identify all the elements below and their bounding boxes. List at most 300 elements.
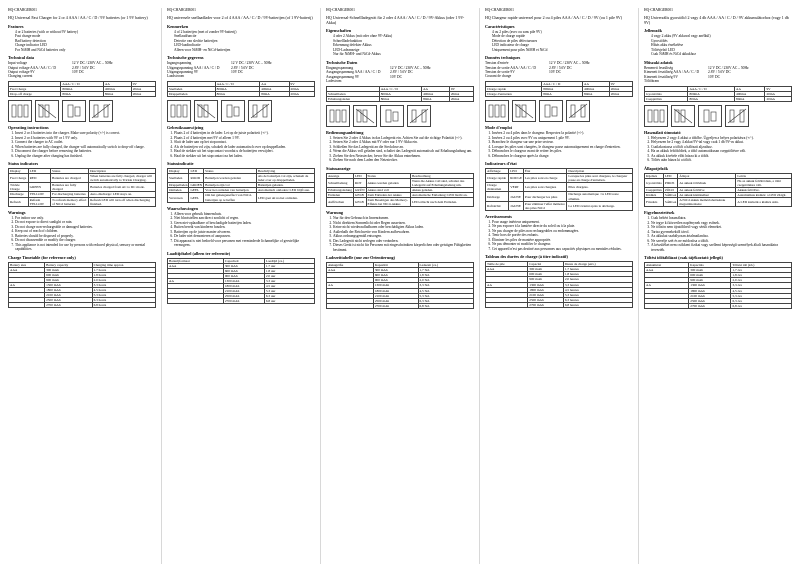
table-cell: ROOD (189, 174, 204, 183)
table-cell: 80mA (260, 92, 289, 97)
table-cell: 300 mAh (528, 267, 564, 272)
table-cell: Az akkuk feltöltve (678, 187, 736, 192)
table-cell: 80mA (542, 92, 583, 97)
spec-label: Töltőáram (644, 79, 659, 84)
table-cell: AA (9, 282, 45, 287)
operating-heading: Használati útmutató (644, 129, 681, 135)
table-header-cell: Ladezeit (ca.) (418, 263, 474, 268)
status-heading: Statusanzeige (326, 165, 351, 171)
table-cell: 6.8 hours (92, 303, 155, 308)
list-item: 1. Pour usage intérieur uniquement. (492, 220, 633, 224)
table-header-cell: AAA / C / D (61, 81, 104, 86)
battery-slot-icon (698, 105, 722, 127)
table-cell: Csepptöltés (646, 187, 662, 192)
table-cell: Snelladen (168, 174, 189, 183)
table-cell: 600 mAh (223, 268, 264, 273)
list-item: • For NiMH and NiCd batteries only (15, 48, 156, 52)
list-item: • Snellaadfunctie (174, 34, 315, 38)
spec-value: 12 V DC / 230V AC – 50Hz (72, 61, 113, 66)
operating-steps (485, 131, 633, 158)
table-row (486, 183, 633, 192)
table-header-cell: Állapot (678, 173, 736, 178)
list-item: 2. Insérez 2 ou 4 piles avec 9V ou uniquement 1 pile 9V. (492, 136, 633, 140)
list-item: 7. Dieses Gerät ist nicht für Personen mit eingeschränkten körperlichen oder geistigen Fähigkeiten bestimmt. (333, 243, 474, 252)
warning-heading: Waarschuwingen (167, 205, 198, 211)
list-item: • Csak NiMH és NiCd akkukhoz (651, 52, 792, 56)
list-item: • 4 or 2 batteries (with or without 9V battery) (15, 30, 156, 34)
table-cell: 20mA (765, 91, 792, 96)
table-cell: 5.3 uur (264, 288, 314, 293)
table-header-cell: Taille de pile (486, 262, 528, 267)
current-table (167, 81, 315, 97)
table-row (327, 96, 474, 101)
table-cell: 900 mAh (45, 277, 92, 282)
table-cell: Druppelladen (168, 92, 216, 97)
list-item: • Détection de piles défectueuses (492, 39, 633, 43)
table-cell: 600 mAh (373, 273, 418, 278)
list-item: • Detectie van slechte batterijen (174, 39, 315, 43)
status-heading: Status indicators (8, 161, 39, 167)
table-header-cell: Affichage (486, 169, 509, 174)
table-cell: 80mA (61, 92, 104, 97)
table-row (9, 303, 156, 308)
list-item: 2. Setzen Sie 2 oder 4 Akkus mit 9V oder nur 1 9V-Akku ein. (333, 140, 474, 144)
table-cell: 2500 mAh (45, 298, 92, 303)
table-cell: Automatische Entladung: LED bleibt an. (410, 193, 473, 198)
specs-heading: Technische Daten (326, 59, 358, 65)
table-header-cell: Laadtijd (ca.) (264, 258, 314, 263)
features-heading: Features (8, 23, 24, 29)
table-header-cell: LED (663, 173, 678, 178)
table-cell: 1300 mAh (223, 278, 264, 283)
table-cell: VERT (509, 183, 524, 192)
table-cell: Ha az akkuk feltöltődtek, a töltő csepptöltésre vált. (736, 178, 792, 187)
table-cell: Zum Beseitigen des Memory-Effekts bei NiCd-Akkus (366, 198, 410, 207)
table-cell: 20mA (131, 92, 155, 97)
features-heading: Eigenschaften (326, 28, 352, 34)
table-header-cell: Status (51, 169, 89, 174)
table-cell: JAUNE (509, 192, 524, 201)
spec-row (644, 79, 792, 83)
table-cell (486, 302, 528, 307)
column-de (326, 8, 474, 564)
table-cell: 1.8 hours (92, 272, 155, 277)
table-row (9, 197, 156, 206)
table-cell: 6,3 Std. (418, 298, 474, 303)
battery-slot-icon (566, 100, 590, 122)
table-cell: 80mA (103, 92, 131, 97)
list-item: 5. Ziehen Sie den Netzstecker, bevor Sie die Akkus entnehmen. (333, 154, 474, 158)
table-header-cell: AAA / C / D (688, 86, 735, 91)
table-cell: SÁRGA (663, 198, 678, 207)
list-item: 3. Ne töltsön nem újratölthető vagy sérült elemeket. (651, 225, 792, 229)
table-cell: Refresh LED will turn off when discharging finished. (89, 197, 156, 206)
list-item: 5. Az akkuk kivétele előtt húzza ki a töltőt. (651, 154, 792, 158)
table-cell: 6,8 Std. (418, 303, 474, 308)
table-cell: RED (28, 174, 50, 183)
table-header-cell: 9V (131, 81, 155, 86)
table-cell: Druppelladen (169, 183, 188, 188)
list-item: • Schnellladefunktion (333, 39, 474, 43)
list-item: 3. Keine nicht wiederaufladbaren oder beschädigten Akkus laden. (333, 225, 474, 229)
column-divider (638, 8, 639, 564)
table-cell: AA (327, 283, 374, 288)
warning-list (644, 216, 792, 252)
list-item: 3. Schließen Sie das Ladegerät an die Steckdose an. (333, 145, 474, 149)
column-hu (644, 8, 792, 564)
table-cell: 6,8 heures (563, 302, 632, 307)
table-cell: Batteries are fully charged (51, 183, 89, 192)
table-cell: A NiCd akkuk memóriahatásának megszüntetésére (678, 198, 736, 207)
battery-diagram (485, 100, 633, 122)
table-cell: 400mA (103, 87, 131, 92)
charge-times-heading: Tableau des durées de charge (à titre indicatif) (485, 254, 568, 260)
battery-diagram (644, 105, 792, 127)
table-header-cell: AA (422, 86, 450, 91)
table-cell: Charge rapide (486, 87, 542, 92)
battery-slot-icon (485, 100, 509, 122)
table-cell: 2500 mAh (528, 297, 564, 302)
operating-heading: Mode d'emploi (485, 125, 512, 131)
charge-times-heading: Ladezeittabelle (nur zur Orientierung) (326, 255, 396, 261)
table-cell: 1800 mAh (373, 288, 418, 293)
table-cell: 20mA (289, 87, 315, 92)
list-item: 4. Buiten bereik van kinderen houden. (174, 225, 315, 229)
battery-slot-icon (407, 105, 431, 127)
list-item: • LED-Ladeanzeige (333, 48, 474, 52)
table-cell: 300 mAh (223, 263, 264, 268)
table-cell: ZÖLD (663, 187, 678, 192)
table-cell: 400mA (735, 91, 765, 96)
list-item: 2. Insert 2 or 4 batteries with 9V or 1 9V only. (15, 136, 156, 140)
model-code: HQ-CHARGER001 (8, 8, 37, 12)
table-cell: 600 mAh (45, 272, 92, 277)
spec-label: Ausgangsspannung 9V (326, 74, 360, 79)
table-header-cell: AA (260, 81, 289, 86)
table-cell: 2700 mAh (223, 299, 264, 304)
table-header-cell: 9V (609, 81, 632, 86)
table-cell: 2700 mAh (528, 302, 564, 307)
list-item: 7. Dit apparaat is niet bedoeld voor personen met verminderde lichamelijke of geestelijke vermogens. (174, 239, 315, 248)
table-cell: Refresh (9, 197, 29, 206)
table-row (168, 92, 315, 97)
spec-label: Uitgangsspanning 9V (167, 69, 199, 74)
list-item: • 4 oder 2 Akkus (mit oder ohne 9V-Akku) (333, 34, 474, 38)
table-cell: 3,3 óra (731, 283, 792, 288)
table-header-cell: Akkuméret (645, 263, 689, 268)
table-header-cell: Kapacitás (689, 263, 731, 268)
table-cell: Rafraîchir (486, 201, 509, 210)
list-item: 6. De lader niet demonteren of aanpassen. (174, 234, 315, 238)
table-header-cell: Leírás (736, 173, 792, 178)
table-cell: Décharge automatique : la LED reste allumée. (567, 192, 633, 201)
table-cell: Batteries charged from AC to DC mode. (89, 183, 156, 192)
list-item: 5. Batterijen op de juiste manier afvoeren. (174, 230, 315, 234)
status-table (8, 168, 156, 207)
warning-heading: Avertissements (485, 213, 512, 219)
specs-heading: Technical data (8, 55, 35, 61)
table-cell: 300 mAh (45, 267, 92, 272)
specs-heading: Műszaki adatok (644, 59, 673, 65)
table-cell: Gyorstöltés (645, 178, 664, 187)
table-cell (168, 299, 224, 304)
table-cell: 900 mAh (689, 278, 731, 283)
table-cell: Akkus werden geladen (366, 178, 410, 187)
operating-heading: Gebruiksaanwijzing (167, 125, 204, 131)
table-cell: 800mA (542, 87, 583, 92)
spec-row (8, 74, 156, 78)
table-cell: 2500 mAh (373, 298, 418, 303)
table-cell: 2,0 heures (563, 277, 632, 282)
table-cell: 6,3 óra (731, 298, 792, 303)
status-table (326, 173, 474, 208)
table-cell: 5.3 hours (92, 293, 155, 298)
table-cell (9, 303, 45, 308)
list-item: 2. Ne tegye ki közvetlen napfénynek vagy esőnek. (651, 221, 792, 225)
table-cell: ROT (353, 178, 366, 187)
specs-list (167, 61, 315, 79)
spec-value: 2.8V / 5.6V DC (72, 65, 95, 70)
table-cell: Décharge (486, 192, 509, 201)
charge-times-heading: Töltési időtáblázat (csak tájékoztató jellegű) (644, 255, 723, 261)
table-cell: Charge d'entretien (486, 92, 542, 97)
table-header-cell: LED (353, 173, 366, 178)
table-cell: Les piles sont chargées (523, 183, 566, 192)
status-table (485, 168, 633, 211)
table-cell: Az akkuk kisütéséhez (678, 193, 736, 198)
table-header-cell: LED (28, 169, 50, 174)
spec-value: 12 V DC / 230V AC – 50Hz (708, 65, 749, 70)
list-item: 6. Das Ladegerät nicht zerlegen oder verändern. (333, 239, 474, 243)
table-cell: 80mA (422, 96, 450, 101)
table-cell: 1800 mAh (689, 288, 731, 293)
table-cell: Verversen (168, 193, 189, 202)
list-item: • 4 vagy 2 akku (9V akkuval vagy anélkül) (651, 34, 792, 38)
table-cell: 400mA (583, 87, 610, 92)
column-divider (161, 8, 162, 564)
table-cell: 800mA (61, 87, 104, 92)
list-item: 1. For indoor use only. (15, 216, 156, 220)
table-header-cell: AAA / C / D (215, 81, 260, 86)
table-header-cell: État (523, 169, 566, 174)
table-cell: 2,0 Std. (418, 278, 474, 283)
battery-slot-icon (167, 100, 191, 122)
operating-steps (326, 136, 474, 163)
table-header-cell: Töltési idő (kb.) (731, 263, 792, 268)
table-cell: GRÜN (354, 187, 365, 192)
battery-slot-icon (89, 100, 113, 122)
table-cell: 2700 mAh (689, 303, 731, 308)
battery-slot-icon (221, 100, 245, 122)
list-item: 4. Wenn die Akkus voll geladen sind, schaltet das Ladegerät automatisch auf Erhaltungsladung um. (333, 149, 474, 153)
list-item: 3. Branchez le chargeur sur une prise secteur. (492, 140, 633, 144)
table-cell: 400mA (422, 91, 450, 96)
warning-heading: Warnings (8, 209, 26, 215)
table-cell: 1.8 uur (264, 268, 314, 273)
table-cell: 1300 mAh (45, 282, 92, 287)
list-item: 5. Débranchez le chargeur avant de retirer les piles. (492, 149, 633, 153)
table-cell: 2500 mAh (689, 298, 731, 303)
list-item: 6. Do not disassemble or modify the charger. (15, 238, 156, 242)
table-cell: 4,5 Std. (418, 288, 474, 293)
list-item: 6. Töltés után húzza ki a töltőt. (651, 158, 792, 162)
spec-value: 10V DC (231, 69, 244, 74)
features-list (644, 34, 792, 56)
table-cell: 3.3 hours (92, 282, 155, 287)
spec-label: Courant de charge (485, 74, 512, 79)
table-row (168, 174, 315, 183)
product-title: HQ Universal-Schnellladegerät für 2 oder 4 AAA / AA / C / D / 9V-Akkus (oder 1 9V-Akku) (326, 15, 465, 25)
list-item: 3. Connect the charger to AC outlet. (15, 140, 156, 144)
table-cell: Ontladen (168, 188, 189, 193)
table-cell: When batteries are fully charged, charger will switch automatically to Trickle Charging. (89, 174, 156, 183)
spec-row (326, 79, 474, 83)
table-cell: 20mA (609, 92, 632, 97)
table-cell: 4.5 hours (92, 287, 155, 292)
specs-list (644, 66, 792, 84)
table-cell: Akkus geladen. (410, 187, 473, 192)
battery-slot-icon (725, 105, 749, 127)
list-item: 4. Tartsa gyermekektől távol. (651, 230, 792, 234)
table-cell: Les piles sont en charge (523, 174, 566, 183)
table-cell: AA (486, 282, 528, 287)
table-cell: Akkuk feltöltve. (736, 187, 792, 192)
table-cell: 80mA (379, 96, 421, 101)
list-item: 3. Do not charge non-rechargeable or damaged batteries. (15, 225, 156, 229)
spec-label: Output voltage AAA / AA / C / D (8, 65, 56, 70)
table-header-cell: Kijelzés (645, 173, 664, 178)
table-cell: Drop-off charge (9, 92, 61, 97)
battery-slot-icon (194, 100, 218, 122)
table-cell: Voor het ontladen van batterijen (204, 188, 257, 193)
table-cell: GEEL (189, 188, 204, 193)
table-cell: SÁRGA (664, 193, 677, 197)
table-header-cell: LED (509, 169, 524, 174)
list-item: 5. Haal de stekker uit het stopcontact voordat u de batterijen verwijdert. (174, 149, 315, 153)
charge-times-table (644, 262, 792, 309)
features-heading: Caractéristiques (485, 23, 515, 29)
spec-label: Eingangsspannung (326, 65, 354, 70)
spec-label: Input voltage (8, 61, 28, 66)
list-item: 1. Insérez 2 ou 4 piles dans le chargeur. Respectez la polarité (+/-). (492, 131, 633, 135)
table-cell: Batterijen worden geladen (204, 174, 257, 183)
table-header-cell: Battery size (9, 262, 45, 267)
spec-label: Ingangsspanning (167, 61, 192, 66)
table-row (645, 303, 792, 308)
table-cell: Automatisch ontladen: LED blijft aan. (256, 188, 314, 193)
status-table (167, 168, 315, 203)
specs-list (326, 66, 474, 84)
list-item: 3. Geen niet-oplaadbare of beschadigde batterijen laden. (174, 221, 315, 225)
table-cell: 300 mAh (689, 268, 731, 273)
table-cell: 1800 mAh (528, 287, 564, 292)
model-code: HQ-CHARGER001 (485, 8, 514, 12)
spec-label: Laadstroom (167, 74, 185, 79)
current-table (644, 86, 792, 102)
table-cell: 2.0 uur (264, 273, 314, 278)
battery-slot-icon (380, 105, 404, 127)
table-cell: Lorsque les piles sont chargées, le chargeur passe en charge d'entretien. (567, 174, 633, 183)
table-cell: GROEN (190, 183, 203, 188)
table-cell: Frissítés (645, 198, 664, 207)
table-cell: 20mA (289, 92, 315, 97)
table-cell: 2100 mAh (223, 288, 264, 293)
list-item: 6. Ne pas démonter ni modifier le chargeur. (492, 242, 633, 246)
list-item: 4. Als de batterijen vol zijn, schakelt de lader automatisch over op druppelladen. (174, 145, 315, 149)
table-cell: 6,3 heures (563, 297, 632, 302)
table-cell: 1800 mAh (45, 287, 92, 292)
table-cell: 900 mAh (223, 273, 264, 278)
table-row (327, 178, 474, 187)
spec-value: 12 V DC / 230V AC – 50Hz (549, 61, 590, 66)
status-table (644, 173, 792, 208)
table-row (486, 174, 633, 183)
list-item: 4. Tenir hors de portée des enfants. (492, 233, 633, 237)
spec-value: 12 V DC / 230V AC – 50Hz (390, 65, 431, 70)
list-item: 5. Akkus ordnungsgemäß entsorgen. (333, 234, 474, 238)
warning-heading: Figyelmeztetések (644, 210, 675, 216)
list-item: • Erkennung defekter Akkus (333, 43, 474, 47)
table-cell: Wenn die Akkus voll sind, schaltet das Ladegerät auf Erhaltungsladung um. (410, 178, 473, 187)
table-row (645, 96, 792, 101)
table-cell: 5,3 heures (563, 292, 632, 297)
operating-steps (644, 136, 792, 163)
table-cell: Kisütés (645, 193, 664, 198)
table-cell: Automatikus kisütés: a LED világít. (736, 193, 792, 198)
spec-value: 10V DC (708, 74, 721, 79)
table-header-cell: AA (735, 86, 765, 91)
list-item: • Uniquement pour piles NiMH et NiCd (492, 48, 633, 52)
spec-label: Tension de sortie 9V (485, 69, 515, 74)
table-row (168, 299, 315, 304)
table-cell: 1,7 Std. (418, 268, 474, 273)
table-cell: PIROS (663, 178, 678, 187)
warning-list (326, 216, 474, 252)
table-header-cell: AAA / C / D (379, 86, 421, 91)
table-cell: Batterijen zijn vol (204, 183, 257, 188)
table-cell: 800mA (379, 91, 421, 96)
table-row (486, 192, 633, 201)
table-cell: Auffrischen (327, 198, 354, 207)
table-cell: For discharging batteries (51, 192, 89, 197)
table-cell: 6.3 hours (92, 298, 155, 303)
operating-steps (167, 131, 315, 158)
warning-list (167, 212, 315, 248)
list-item: 1. Helyezzen 2 vagy 4 akkut a töltőbe. Ügyeljen a helyes polaritásra (+/-). (651, 136, 792, 140)
table-header-cell: Display (9, 169, 29, 174)
table-header-cell: Capaciteit (223, 258, 264, 263)
list-item: 6. Ziehen Sie nach dem Laden den Netzstecker. (333, 158, 474, 162)
list-item: • 4 ou 2 piles (avec ou sans pile 9V) (492, 30, 633, 34)
warning-list (485, 220, 633, 251)
table-cell: Fast Charge (9, 87, 61, 92)
list-item: 2. Plaats 2 of 4 batterijen met 9V of alleen 1 9V. (174, 136, 315, 140)
table-cell: 4,5 heures (563, 287, 632, 292)
table-cell: 1,7 óra (731, 268, 792, 273)
list-item: • Fast charge mode (15, 34, 156, 38)
table-row (168, 188, 315, 193)
table-cell: 6,8 óra (731, 303, 792, 308)
table-cell: Trickle Charge (9, 183, 29, 192)
table-cell: 5,3 Std. (418, 293, 474, 298)
spec-label: Ausgangsspannung AAA / AA / C / D (326, 70, 381, 75)
battery-diagram (8, 100, 156, 122)
table-cell: A LED kialszik a kisütés után. (736, 198, 792, 207)
table-cell: GEEL (189, 193, 204, 202)
table-header-cell: Kapazität (373, 263, 418, 268)
table-cell: 1.7 uur (264, 263, 314, 268)
table-cell: Erhaltungsladung (328, 187, 352, 192)
